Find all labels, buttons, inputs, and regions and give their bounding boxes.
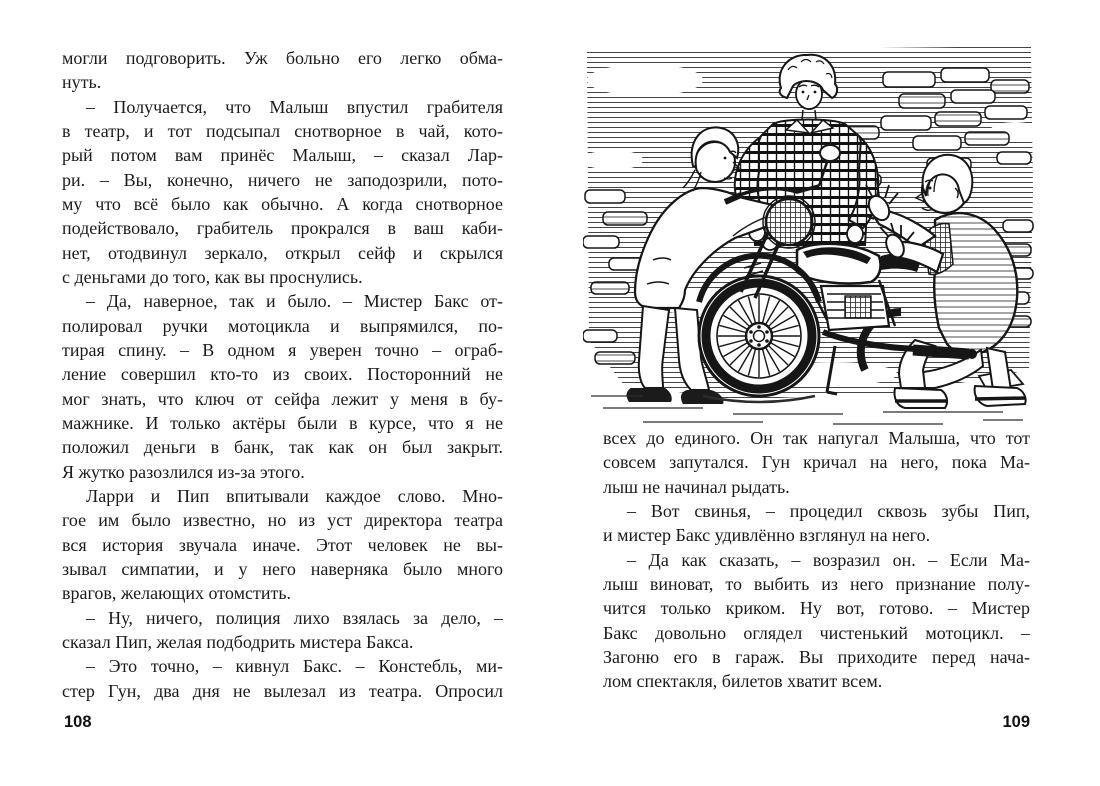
text-line: с деньгами до того, как вы проснулись. [62, 266, 363, 287]
text-line: чится только криком. Ну вот, готово. – Мистер [603, 598, 1030, 619]
text-line: подействовало, грабитель прокрался в ваш каби- [62, 218, 503, 239]
text-line: в театр, и тот подсыпал снотворное в чай, кото- [62, 120, 503, 141]
text-line: ри. – Вы, конечно, ничего не заподозрили, пото- [62, 169, 503, 190]
text-line: лыш виноват, то выбить из него признание полу- [603, 573, 1030, 594]
text-line: лыш не начинал рыдать. [603, 476, 790, 497]
text-line: и мистер Бакс удивлённо взглянул на него. [603, 525, 931, 546]
text-line: Я жутко разозлился из-за этого. [62, 461, 305, 482]
text-line: врагов, желающих отомстить. [62, 583, 292, 604]
text-line: Бакс довольно оглядел чистенький мотоцикл. – [603, 622, 1030, 643]
text-line: нет, отодвинул зеркало, открыл сейф и скрылся [62, 242, 503, 263]
text-line: положил деньги в банк, так как он был закрыт. [62, 437, 503, 458]
text-line: Загоню его в гараж. Вы приходите перед нача- [603, 646, 1030, 667]
text-line: – Да, наверное, так и было. – Мистер Бакс от- [86, 291, 503, 312]
right-page-text [603, 426, 1030, 694]
page-number-left: 108 [64, 713, 92, 731]
text-line: – Это точно, – кивнул Бакс. – Констебль, ми- [86, 656, 503, 677]
text-line: сказал Пип, желая подбодрить мистера Бакса. [62, 631, 414, 652]
text-line: стер Гун, два дня не вылезал из театра. Опросил [62, 680, 503, 701]
text-line: зывал симпатии, и у него наверняка было много [62, 558, 503, 579]
book-illustration [583, 40, 1037, 430]
text-line: – Вот свинья, – процедил сквозь зубы Пип, [627, 500, 1030, 521]
text-line: всех до единого. Он так напугал Малыша, что тот [603, 428, 1030, 448]
text-line: – Ну, ничего, полиция лихо взялась за дело, – [86, 607, 503, 628]
text-line: – Да как сказать, – возразил он. – Если Ма- [627, 549, 1030, 570]
text-line: мог знать, что ключ от сейфа лежит у меня в бу- [62, 388, 503, 409]
text-line: мажнике. И только актёры были в курсе, что я не [62, 412, 503, 433]
text-line: рый потом вам принёс Малыш, – сказал Лар- [62, 145, 503, 166]
text-line: совсем запутался. Гун кричал на него, пока Ма- [603, 452, 1030, 473]
text-line: вся история звучала иначе. Этот человек не вы- [62, 534, 503, 555]
text-line: му что всё было как обычно. А когда снотворное [62, 193, 503, 214]
text-line: Ларри и Пип впитывали каждое слово. Мно- [86, 485, 503, 506]
text-line: тирая спину. – В одном я уверен точно – ограб- [62, 339, 503, 360]
text-line: – Получается, что Малыш впустил грабителя [86, 96, 503, 117]
text-line: нуть. [62, 72, 102, 93]
page-number-right: 109 [1002, 713, 1030, 731]
text-line: гое им было известно, но из уст директора театра [62, 510, 503, 531]
text-line: могли подговорить. Уж больно его легко обма- [62, 48, 503, 68]
text-line: лом спектакля, билетов хватит всем. [603, 671, 883, 692]
text-line: полировал ручки мотоцикла и выпрямился, по- [62, 315, 503, 336]
text-line: ление совершил кто-то из своих. Посторонний не [62, 364, 503, 385]
left-page-text [62, 46, 503, 703]
